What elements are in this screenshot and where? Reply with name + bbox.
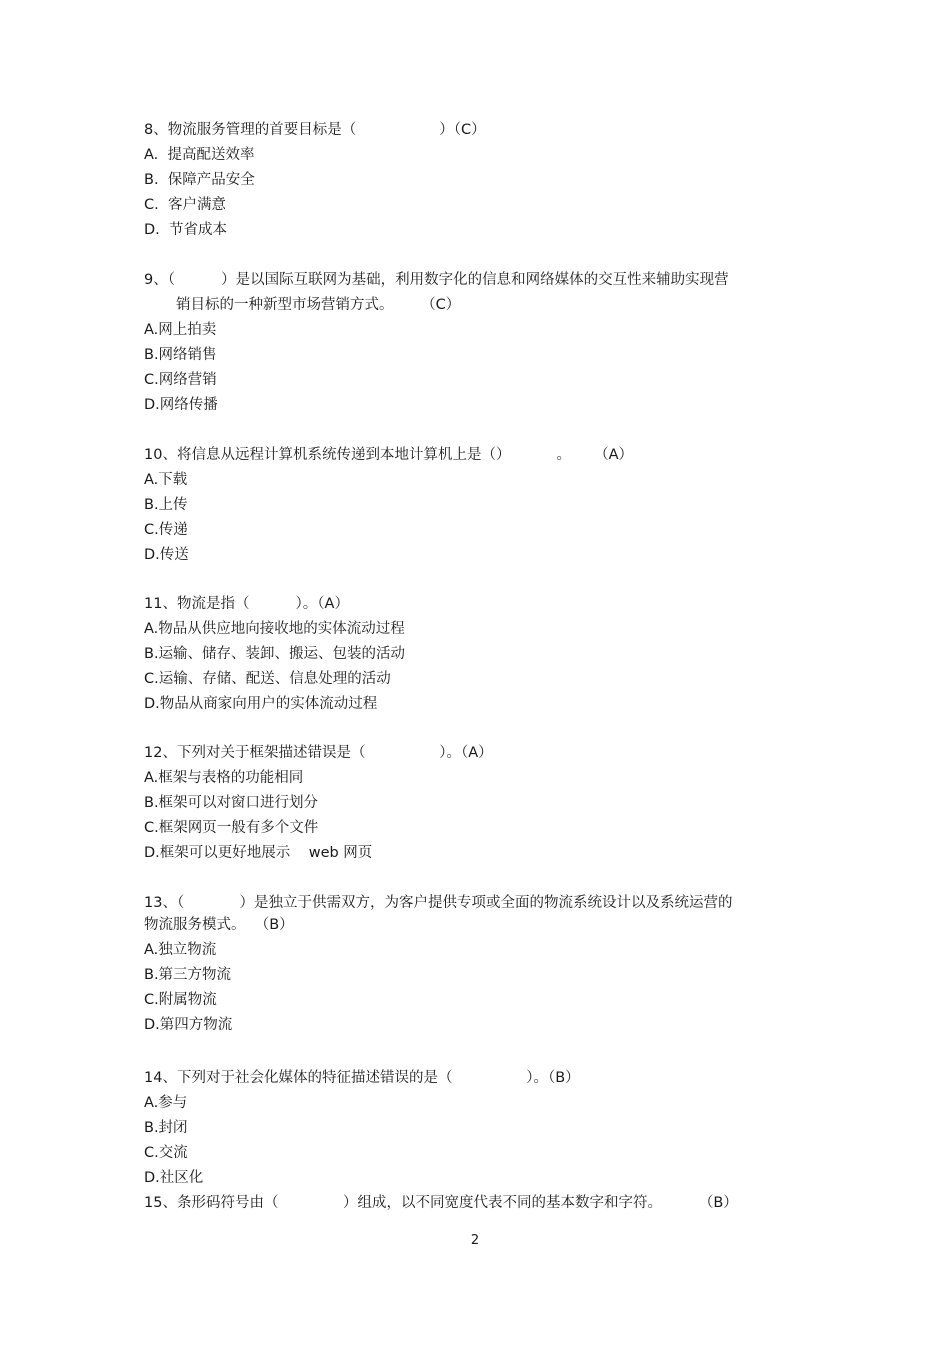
option-a: A.独立物流 [144, 942, 217, 958]
option-a: A.物品从供应地向接收地的实体流动过程 [144, 621, 405, 637]
option-b: B. 保障产品安全 [144, 172, 255, 188]
option-d: D.物品从商家向用户的实体流动过程 [144, 696, 378, 712]
option-c: C.交流 [144, 1145, 188, 1161]
question-13 [144, 891, 764, 1038]
question-14 [144, 1066, 764, 1191]
option-b: B.封闭 [144, 1120, 188, 1136]
question-stem: 14、下列对于社会化媒体的特征描述错误的是（ ）。（B） [144, 1070, 580, 1086]
option-b: B.网络销售 [144, 347, 217, 363]
question-stem: 15、条形码符号由（ ）组成，以不同宽度代表不同的基本数字和字符。 （B） [144, 1195, 738, 1211]
question-9 [144, 268, 764, 418]
question-stem: 13、（ ）是独立于供需双方，为客户提供专项或全面的物流系统设计以及系统运营的 [144, 895, 733, 911]
question-12 [144, 741, 764, 866]
question-10 [144, 443, 764, 568]
question-stem-continued: 销目标的一种新型市场营销方式。 （C） [176, 297, 461, 313]
option-b: B.第三方物流 [144, 967, 232, 983]
question-stem: 11、物流是指（ ）。（A） [144, 596, 349, 612]
option-b: B.框架可以对窗口进行划分 [144, 795, 319, 811]
question-stem: 8、物流服务管理的首要目标是（ ）（C） [144, 122, 486, 138]
option-c: C.网络营销 [144, 372, 217, 388]
option-c: C.框架网页一般有多个文件 [144, 820, 319, 836]
question-11 [144, 592, 764, 717]
option-b: B.运输、储存、装卸、搬运、包装的活动 [144, 646, 406, 662]
option-c: C.传递 [144, 522, 188, 538]
option-a: A.下载 [144, 472, 188, 488]
question-15 [144, 1191, 764, 1216]
option-d: D.网络传播 [144, 397, 218, 413]
option-c: C.运输、存储、配送、信息处理的活动 [144, 671, 391, 687]
option-c: C. 客户满意 [144, 197, 226, 213]
option-a: A. 提高配送效率 [144, 147, 255, 163]
question-stem: 12、下列对关于框架描述错误是（ ）。（A） [144, 745, 493, 761]
option-b: B.上传 [144, 497, 188, 513]
option-a: A.网上拍卖 [144, 322, 217, 338]
option-d: D.框架可以更好地展示 web 网页 [144, 845, 373, 861]
option-d: D.社区化 [144, 1170, 204, 1186]
option-c: C.附属物流 [144, 992, 217, 1008]
question-stem: 9、（ ）是以国际互联网为基础，利用数字化的信息和网络媒体的交互性来辅助实现营 [144, 272, 729, 288]
option-d: D.第四方物流 [144, 1017, 233, 1033]
option-d: D. 节省成本 [144, 222, 227, 238]
question-8 [144, 118, 764, 243]
option-a: A.参与 [144, 1095, 188, 1111]
option-a: A.框架与表格的功能相同 [144, 770, 304, 786]
page-number: 2 [470, 1233, 480, 1248]
question-stem-continued: 物流服务模式。 （B） [144, 917, 294, 933]
question-stem: 10、将信息从远程计算机系统传递到本地计算机上是（） 。 （A） [144, 447, 634, 463]
option-d: D.传送 [144, 547, 189, 563]
